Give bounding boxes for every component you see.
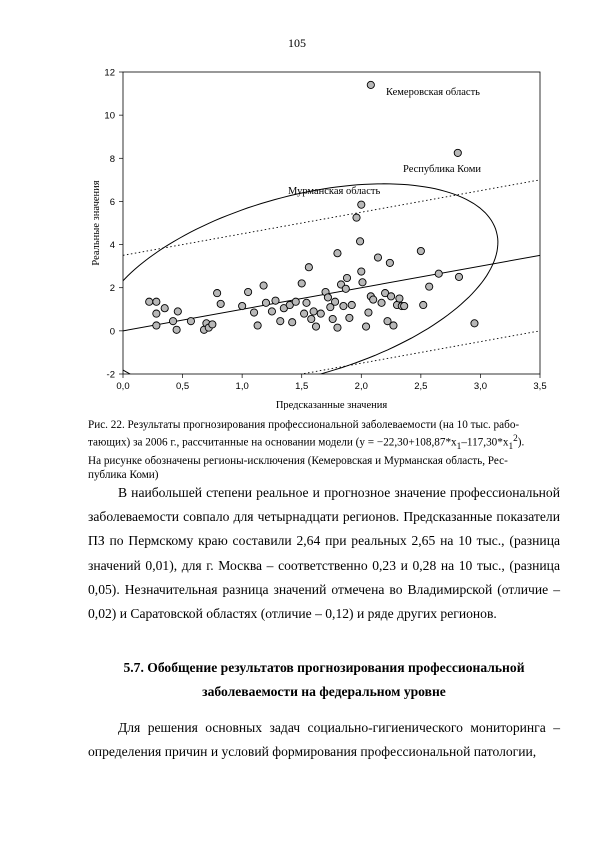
y-tick-label: -2 xyxy=(106,369,115,381)
data-point xyxy=(300,310,307,317)
data-point xyxy=(209,321,216,328)
data-point xyxy=(187,318,194,325)
data-point xyxy=(174,308,181,315)
plot-frame xyxy=(123,72,540,374)
data-point xyxy=(365,309,372,316)
data-point xyxy=(386,259,393,266)
data-point xyxy=(401,302,408,309)
data-point xyxy=(334,250,341,257)
x-tick-label: 3,0 xyxy=(473,381,488,392)
data-point xyxy=(348,301,355,308)
data-point xyxy=(359,279,366,286)
annotation-murmansk: Мурманская область xyxy=(288,186,381,197)
data-point xyxy=(262,299,269,306)
x-tick-label: 0,5 xyxy=(175,381,190,392)
data-point xyxy=(317,310,324,317)
x-tick-label: 1,5 xyxy=(295,381,309,392)
x-axis-label: Предсказанные значения xyxy=(275,400,388,410)
data-point xyxy=(340,302,347,309)
data-point xyxy=(310,308,317,315)
data-point xyxy=(417,247,424,254)
data-point xyxy=(312,323,319,330)
data-point xyxy=(362,323,369,330)
y-tick-label: 6 xyxy=(109,196,115,208)
scatter-chart xyxy=(0,0,594,410)
paragraph-1: В наибольшей степени реальное и прогнозное значение профессиональной заболеваемости совпало для четырнадцати регионов. Предсказанные показатели ПЗ по Пермскому краю составили 2,64 при реальных 2,65 на 10 тыс., (разница значений 0,01), для г. Москва – соответственно 0,23 и 0,28 на 10 тыс., (разница 0,05). Незначительная разница значений отмечена во Владимирской (отличие – 0,02) и Саратовской областях (отличие – 0,12) и ряде других регионов. xyxy=(88,485,560,622)
x-tick-label: 3,5 xyxy=(533,381,547,392)
data-point xyxy=(214,290,221,297)
section-title: 5.7. Обобщение результатов прогнозирования профессиональной заболеваемости на федеральном уровне xyxy=(123,660,525,699)
data-point xyxy=(277,318,284,325)
data-point xyxy=(435,270,442,277)
data-point xyxy=(353,214,360,221)
data-point xyxy=(342,285,349,292)
caption-line-1: Рис. 22. Результаты прогнозирования профессиональной заболеваемости (на 10 тыс. рабо- xyxy=(88,419,520,431)
data-point xyxy=(356,238,363,245)
x-tick-label: 2,5 xyxy=(414,381,428,392)
data-point xyxy=(305,264,312,271)
data-point xyxy=(268,308,275,315)
data-point xyxy=(387,293,394,300)
data-point xyxy=(374,254,381,261)
x-tick-label: 1,0 xyxy=(235,381,249,392)
data-point xyxy=(245,288,252,295)
y-tick-label: 2 xyxy=(109,283,115,295)
caption-line-2: тающих) за 2006 г., рассчитанные на основании модели $(y = -22,30+108,87*x_1-117,30*x_1^2)$. xyxy=(88,434,525,452)
x-tick-label: 0,0 xyxy=(116,381,130,392)
data-point xyxy=(390,322,397,329)
data-point xyxy=(161,305,168,312)
data-point xyxy=(367,81,374,88)
data-point xyxy=(378,299,385,306)
y-axis-label: Реальные значения xyxy=(91,180,102,266)
data-point xyxy=(455,273,462,280)
caption-line-3: На рисунке обозначены регионы-исключения (Кемеровская и Мурманская область, Рес- xyxy=(88,454,508,467)
data-point xyxy=(289,319,296,326)
data-point xyxy=(272,297,279,304)
data-point xyxy=(334,324,341,331)
data-point xyxy=(346,314,353,321)
data-point xyxy=(239,302,246,309)
data-point xyxy=(420,301,427,308)
data-point xyxy=(324,294,331,301)
data-point xyxy=(250,309,257,316)
data-point xyxy=(329,315,336,322)
data-point xyxy=(146,298,153,305)
data-point xyxy=(153,310,160,317)
data-point xyxy=(169,318,176,325)
y-tick-label: 10 xyxy=(104,110,115,122)
data-point xyxy=(426,283,433,290)
y-tick-label: 0 xyxy=(109,326,115,338)
data-point xyxy=(454,149,461,156)
data-point xyxy=(471,320,478,327)
paragraph-2: Для решения основных задач социально-гигиенического мониторинга – определения причин и условий формирования профессиональной патологии, xyxy=(88,720,560,760)
y-tick-label: 12 xyxy=(104,67,115,79)
data-point xyxy=(331,298,338,305)
data-point xyxy=(217,300,224,307)
data-point xyxy=(343,274,350,281)
page-number: 105 xyxy=(288,36,306,50)
annotation-komi: Республика Коми xyxy=(403,164,481,175)
y-tick-label: 8 xyxy=(109,153,115,165)
data-point xyxy=(370,296,377,303)
data-point xyxy=(358,268,365,275)
data-point xyxy=(153,298,160,305)
data-point xyxy=(396,295,403,302)
figure-caption xyxy=(88,418,546,482)
annotation-kemerovo: Кемеровская область xyxy=(386,87,480,98)
data-point xyxy=(254,322,261,329)
data-point xyxy=(308,315,315,322)
data-point xyxy=(358,201,365,208)
data-point xyxy=(298,280,305,287)
y-tick-label: 4 xyxy=(109,240,115,252)
data-point xyxy=(303,299,310,306)
data-point xyxy=(292,298,299,305)
caption-line-4: публика Коми) xyxy=(88,468,159,481)
data-point xyxy=(153,322,160,329)
data-point xyxy=(173,326,180,333)
data-point xyxy=(260,282,267,289)
x-tick-label: 2,0 xyxy=(354,381,368,392)
